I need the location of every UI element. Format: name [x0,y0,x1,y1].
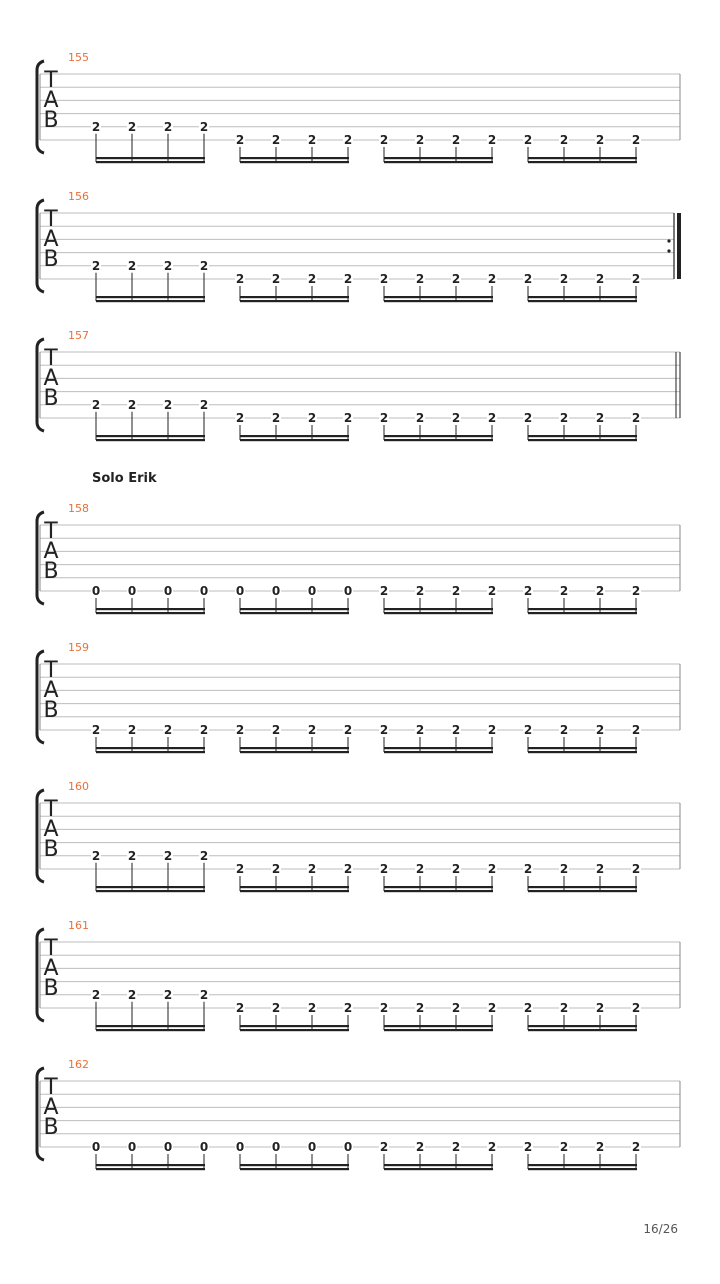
beam [528,296,637,298]
beam [240,1029,349,1031]
beam [96,1029,205,1031]
fret-number: 2 [379,862,389,876]
fret-number: 2 [415,133,425,147]
beam [384,608,493,610]
tab-clef-letter: B [43,559,59,584]
fret-number: 2 [559,862,569,876]
fret-number: 2 [487,1001,497,1015]
tab-clef-letter: T [44,936,58,961]
beam [528,747,637,749]
fret-number: 2 [559,133,569,147]
tab-clef-letter: T [44,207,58,232]
beam [240,157,349,159]
measure-number: 158 [68,502,89,515]
tab-system [37,51,680,163]
fret-number: 0 [307,1140,317,1154]
fret-number: 2 [271,272,281,286]
beam [528,161,637,163]
beam [528,157,637,159]
beam [240,435,349,437]
beam [528,1168,637,1170]
beam [384,886,493,888]
fret-number: 2 [631,272,641,286]
beam [96,161,205,163]
fret-number: 2 [415,723,425,737]
fret-number: 2 [91,723,101,737]
fret-number: 2 [343,272,353,286]
beam [528,300,637,302]
tab-clef-letter: B [43,976,59,1001]
fret-number: 2 [199,397,209,412]
beam [96,439,205,441]
fret-number: 2 [523,862,533,876]
beam [240,886,349,888]
fret-number: 0 [343,584,353,598]
tab-system [37,919,680,1031]
beam [528,435,637,437]
section-label: Solo Erik [92,471,157,486]
fret-number: 2 [271,862,281,876]
fret-number: 2 [91,258,101,273]
fret-number: 0 [235,1140,245,1154]
fret-number: 2 [271,133,281,147]
fret-number: 2 [343,133,353,147]
beam [240,747,349,749]
fret-number: 2 [559,1140,569,1154]
beam [384,1025,493,1027]
fret-number: 0 [91,1140,101,1154]
fret-number: 0 [307,584,317,598]
fret-number: 2 [307,723,317,737]
beam [240,1025,349,1027]
measure-number: 159 [68,641,89,654]
fret-number: 2 [415,411,425,425]
tab-system [37,780,680,892]
fret-number: 2 [595,1140,605,1154]
fret-number: 2 [91,987,101,1002]
fret-number: 2 [199,848,209,863]
fret-number: 2 [631,411,641,425]
fret-number: 2 [271,723,281,737]
fret-number: 2 [451,584,461,598]
fret-number: 2 [163,723,173,737]
beam [240,751,349,753]
beam [384,439,493,441]
fret-number: 0 [127,584,137,598]
beam [96,886,205,888]
fret-number: 2 [199,987,209,1002]
tab-clef-letter: A [43,956,59,981]
beam [528,1025,637,1027]
fret-number: 2 [379,133,389,147]
tab-clef-letter: B [43,108,59,133]
beam [528,1164,637,1166]
fret-number: 2 [451,1001,461,1015]
beam [528,608,637,610]
fret-number: 2 [595,1001,605,1015]
fret-number: 2 [163,258,173,273]
fret-number: 2 [523,411,533,425]
beam [384,296,493,298]
fret-number: 2 [595,411,605,425]
fret-number: 2 [415,272,425,286]
fret-number: 2 [379,584,389,598]
tab-system [37,190,681,302]
fret-number: 2 [631,723,641,737]
fret-number: 2 [127,258,137,273]
fret-number: 2 [343,411,353,425]
beam [384,1168,493,1170]
fret-number: 2 [451,723,461,737]
page-number: 16/26 [643,1222,678,1236]
fret-number: 2 [559,584,569,598]
beam [384,1164,493,1166]
beam [240,439,349,441]
beam [384,890,493,892]
measure-number: 156 [68,190,89,203]
measure-number: 162 [68,1058,89,1071]
end-barline-thick [677,213,681,279]
fret-number: 2 [199,258,209,273]
repeat-dot [667,249,670,252]
fret-number: 2 [487,133,497,147]
beam [384,751,493,753]
fret-number: 2 [631,862,641,876]
fret-number: 2 [91,397,101,412]
fret-number: 0 [91,584,101,598]
measure-number: 155 [68,51,89,64]
beam [96,1164,205,1166]
fret-number: 0 [127,1140,137,1154]
beam [528,1029,637,1031]
fret-number: 2 [235,133,245,147]
beam [384,300,493,302]
fret-number: 2 [163,119,173,134]
beam [240,612,349,614]
beam [240,1168,349,1170]
fret-number: 2 [235,272,245,286]
tab-clef-letter: T [44,658,58,683]
fret-number: 2 [487,411,497,425]
beam [528,751,637,753]
fret-number: 2 [451,1140,461,1154]
beam [96,608,205,610]
fret-number: 2 [595,584,605,598]
tab-clef-letter: T [44,519,58,544]
fret-number: 2 [487,1140,497,1154]
tab-clef-letter: B [43,247,59,272]
fret-number: 2 [451,411,461,425]
fret-number: 2 [235,411,245,425]
fret-number: 2 [127,397,137,412]
fret-number: 2 [343,1001,353,1015]
tab-clef-letter: T [44,346,58,371]
tab-clef-letter: A [43,366,59,391]
beam [96,890,205,892]
tab-clef-letter: B [43,1115,59,1140]
beam [96,747,205,749]
fret-number: 2 [127,987,137,1002]
tab-clef-letter: A [43,227,59,252]
beam [240,161,349,163]
fret-number: 2 [379,723,389,737]
fret-number: 2 [235,862,245,876]
fret-number: 2 [127,723,137,737]
fret-number: 2 [379,1140,389,1154]
beam [96,612,205,614]
fret-number: 0 [163,1140,173,1154]
fret-number: 2 [379,272,389,286]
measure-number: 157 [68,329,89,342]
fret-number: 2 [487,584,497,598]
fret-number: 2 [199,723,209,737]
tab-clef-letter: A [43,678,59,703]
fret-number: 0 [235,584,245,598]
beam [384,1029,493,1031]
fret-number: 2 [379,1001,389,1015]
fret-number: 2 [559,723,569,737]
fret-number: 2 [307,272,317,286]
tab-clef-letter: B [43,386,59,411]
fret-number: 0 [199,1140,209,1154]
fret-number: 2 [127,119,137,134]
measure-number: 161 [68,919,89,932]
tab-clef-letter: A [43,1095,59,1120]
fret-number: 2 [523,272,533,286]
beam [528,439,637,441]
fret-number: 2 [523,1140,533,1154]
tab-system [37,502,680,614]
fret-number: 2 [523,723,533,737]
fret-number: 2 [523,1001,533,1015]
repeat-dot [667,239,670,242]
fret-number: 2 [631,1140,641,1154]
tab-system [37,1058,680,1170]
fret-number: 0 [271,1140,281,1154]
fret-number: 2 [487,723,497,737]
tab-clef-letter: T [44,68,58,93]
fret-number: 2 [631,584,641,598]
measure-number: 160 [68,780,89,793]
fret-number: 2 [271,411,281,425]
fret-number: 2 [163,397,173,412]
fret-number: 2 [235,723,245,737]
tab-clef-letter: B [43,837,59,862]
fret-number: 2 [343,862,353,876]
beam [384,161,493,163]
fret-number: 2 [595,133,605,147]
fret-number: 0 [343,1140,353,1154]
fret-number: 2 [271,1001,281,1015]
beam [96,157,205,159]
fret-number: 2 [307,862,317,876]
fret-number: 2 [595,723,605,737]
beam [240,1164,349,1166]
beam [384,435,493,437]
beam [96,1025,205,1027]
tab-system [37,641,680,753]
fret-number: 2 [487,272,497,286]
beam [96,1168,205,1170]
fret-number: 2 [199,119,209,134]
fret-number: 2 [559,272,569,286]
fret-number: 2 [307,411,317,425]
beam [96,435,205,437]
beam [240,296,349,298]
beam [240,608,349,610]
fret-number: 2 [235,1001,245,1015]
beam [528,890,637,892]
fret-number: 2 [91,848,101,863]
fret-number: 2 [631,133,641,147]
beam [384,157,493,159]
fret-number: 2 [343,723,353,737]
fret-number: 2 [415,584,425,598]
beam [528,612,637,614]
fret-number: 2 [559,1001,569,1015]
fret-number: 2 [163,848,173,863]
fret-number: 2 [163,987,173,1002]
fret-number: 2 [415,1001,425,1015]
fret-number: 2 [451,133,461,147]
fret-number: 2 [631,1001,641,1015]
fret-number: 2 [415,1140,425,1154]
fret-number: 2 [307,133,317,147]
fret-number: 2 [127,848,137,863]
beam [240,300,349,302]
tab-clef-letter: T [44,1075,58,1100]
fret-number: 2 [307,1001,317,1015]
fret-number: 2 [415,862,425,876]
tab-clef-letter: A [43,539,59,564]
beam [96,300,205,302]
fret-number: 2 [595,272,605,286]
beam [528,886,637,888]
tab-clef-letter: A [43,817,59,842]
tab-system [37,329,680,441]
fret-number: 2 [595,862,605,876]
fret-number: 2 [523,133,533,147]
fret-number: 2 [451,272,461,286]
beam [384,612,493,614]
fret-number: 2 [523,584,533,598]
fret-number: 2 [559,411,569,425]
fret-number: 2 [379,411,389,425]
tab-clef-letter: T [44,797,58,822]
beam [384,747,493,749]
tab-clef-letter: B [43,698,59,723]
beam [240,890,349,892]
fret-number: 0 [271,584,281,598]
beam [96,751,205,753]
fret-number: 0 [163,584,173,598]
fret-number: 2 [451,862,461,876]
tab-clef-letter: A [43,88,59,113]
beam [96,296,205,298]
fret-number: 0 [199,584,209,598]
fret-number: 2 [487,862,497,876]
fret-number: 2 [91,119,101,134]
